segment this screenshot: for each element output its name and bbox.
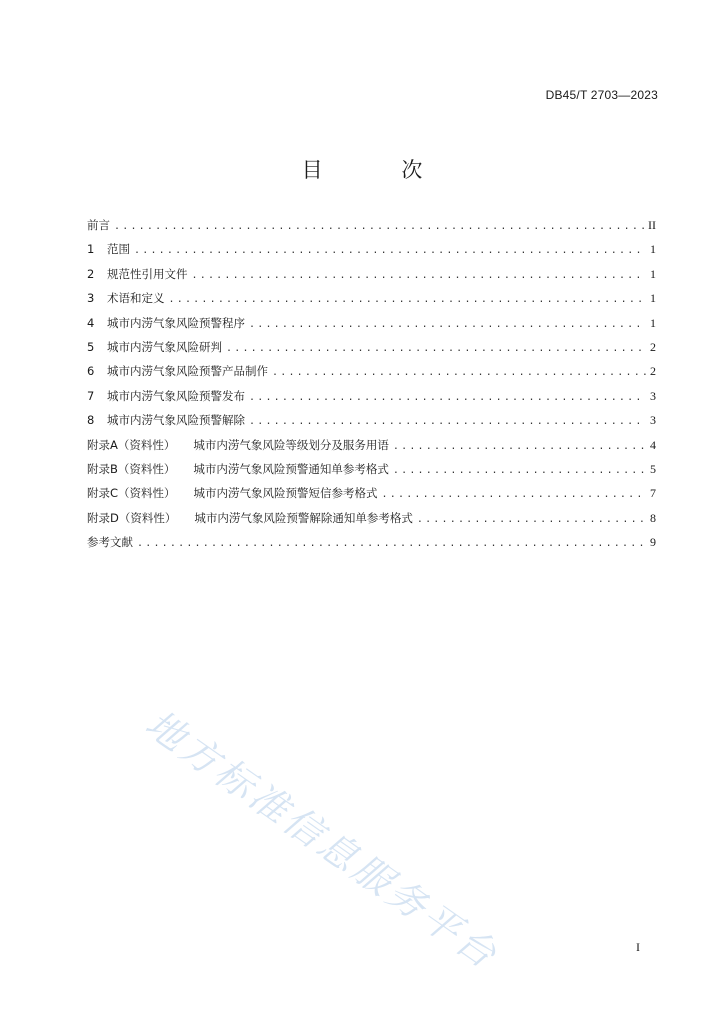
toc-entry-3[interactable] [87,290,656,314]
toc-leader-dots [192,270,647,281]
toc-entry-foreword[interactable] [87,217,656,241]
toc-entry-page: 4 [650,437,656,452]
toc-entry-number: 1 [87,242,95,257]
toc-entry-appendix-b[interactable] [87,461,656,485]
page-title: 目 次 [301,158,459,182]
toc-leader-dots [393,465,646,476]
toc-leader-dots [249,319,646,330]
toc-leader-dots [249,392,646,403]
toc-entry-page: 2 [650,364,656,379]
toc-leader-dots [249,416,646,427]
toc-entry-label: 城市内涝气象风险预警发布 [107,388,245,403]
toc-entry-page: 1 [650,315,656,330]
toc-entry-label: 参考文献 [87,535,133,550]
toc-entry-label: 术语和定义 [107,291,165,306]
toc-entry-label: 附录A（资料性） [87,437,176,452]
toc-entry-label: 城市内涝气象风险预警产品制作 [107,364,268,379]
toc-leader-dots [169,294,647,305]
toc-leader-dots [137,538,646,549]
toc-entry-number: 8 [87,413,95,428]
toc-entry-subtitle: 城市内涝气象风险等级划分及服务用语 [193,437,389,452]
toc-leader-dots [417,514,646,525]
toc-entry-label: 城市内涝气象风险研判 [107,339,222,354]
toc-entry-4[interactable] [87,315,656,339]
toc-leader-dots [393,441,646,452]
toc-entry-page: 2 [650,339,656,354]
toc-entry-page: 9 [650,535,656,550]
toc-entry-1[interactable] [87,241,656,265]
toc-leader-dots [382,489,646,500]
toc-entry-label: 附录D（资料性） [87,510,177,525]
toc-entry-number: 6 [87,364,95,379]
toc-entry-label: 前言 [87,218,110,232]
toc-entry-subtitle: 城市内涝气象风险预警通知单参考格式 [193,461,389,476]
watermark: 地方标准信息服务平台 [137,701,507,979]
table-of-contents [87,217,656,558]
toc-entry-subtitle: 城市内涝气象风险预警解除通知单参考格式 [194,510,413,525]
toc-leader-dots [226,343,646,354]
toc-entry-appendix-d[interactable] [87,510,656,534]
toc-entry-label: 附录B（资料性） [87,461,176,476]
toc-entry-label: 城市内涝气象风险预警程序 [107,315,245,330]
toc-entry-number: 3 [87,291,95,306]
toc-entry-8[interactable] [87,412,656,436]
toc-entry-page: 3 [650,413,656,428]
toc-entry-subtitle: 城市内涝气象风险预警短信参考格式 [193,486,378,501]
toc-entry-number: 5 [87,339,95,354]
toc-entry-number: 4 [87,315,95,330]
toc-leader-dots [134,245,646,256]
toc-entry-appendix-c[interactable] [87,485,656,509]
toc-entry-page: 7 [650,486,656,501]
toc-entry-6[interactable] [87,363,656,387]
toc-entry-5[interactable] [87,339,656,363]
toc-entry-appendix-a[interactable] [87,437,656,461]
toc-entry-label: 规范性引用文件 [107,266,188,281]
toc-entry-page: 5 [650,461,656,476]
toc-entry-7[interactable] [87,388,656,412]
toc-entry-label: 范围 [107,242,130,257]
page-number: I [636,940,640,954]
toc-entry-label: 附录C（资料性） [87,486,176,501]
standard-code: DB45/T 2703—2023 [545,88,658,102]
toc-leader-dots [114,221,644,232]
toc-entry-page: 1 [650,291,656,306]
toc-entry-page: 3 [650,388,656,403]
toc-entry-references[interactable] [87,534,656,558]
toc-entry-number: 7 [87,388,95,403]
toc-entry-2[interactable] [87,266,656,290]
toc-leader-dots [272,367,646,378]
toc-entry-page: 1 [650,266,656,281]
toc-entry-page: 8 [650,510,656,525]
toc-entry-page: II [648,218,656,232]
toc-entry-number: 2 [87,266,95,281]
toc-entry-page: 1 [650,242,656,257]
toc-entry-label: 城市内涝气象风险预警解除 [107,413,245,428]
